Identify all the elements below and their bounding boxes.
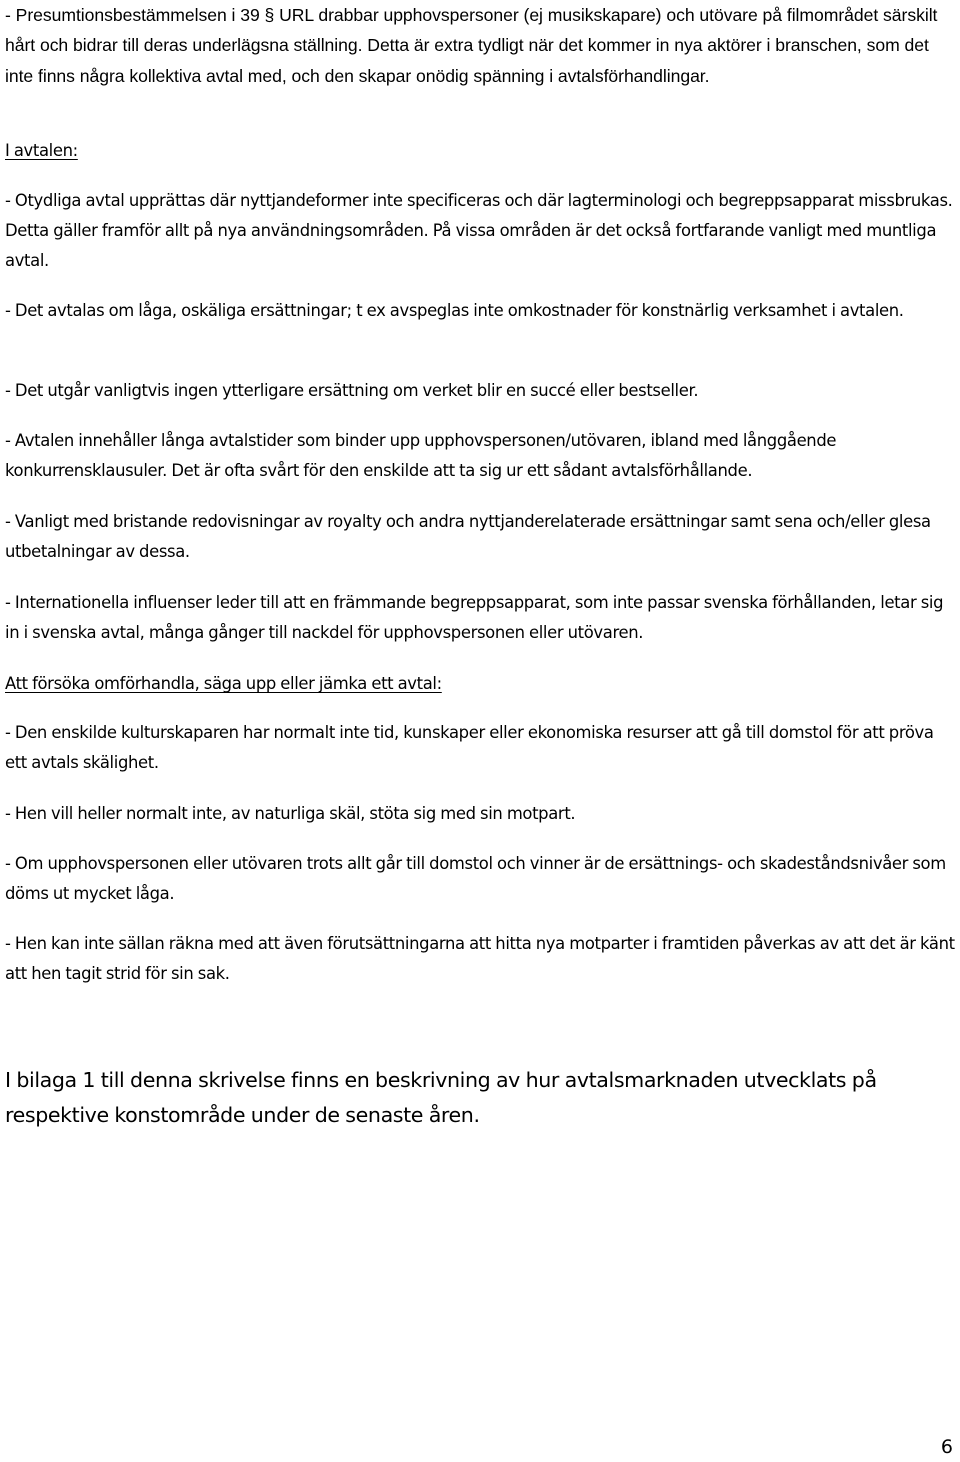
list-item: - Om upphovspersonen eller utövaren trots allt går till domstol och vinner är de ersättnings- och skadeståndsnivåer som döms ut mycket låga. — [5, 854, 946, 903]
list-item: - Avtalen innehåller långa avtalstider som binder upp upphovspersonen/utövaren, ibland med långgående konkurrensklausuler. Det är ofta svårt för den enskilde att ta sig ur ett sådant avtalsförhållande. — [5, 431, 837, 480]
list-item: - Internationella influenser leder till att en främmande begreppsapparat, som inte passar svenska förhållanden, letar sig in i svenska avtal, många gånger till nackdel för upphovspersonen eller utövaren. — [5, 593, 944, 642]
section-heading-contracts: I avtalen: — [5, 141, 78, 160]
page-number: 6 — [940, 1436, 953, 1458]
intro-paragraph: - Presumtionsbestämmelsen i 39 § URL drabbar upphovspersoner (ej musikskapare) och utövare på filmområdet särskilt hårt och bidrar till deras underlägsna ställning. Detta är extra tydligt när det kommer in nya aktörer i branschen, som det inte finns några kollektiva avtal med, och den skapar onödig spänning i avtalsförhandlingar. — [5, 5, 938, 86]
list-item: - Vanligt med bristande redovisningar av royalty och andra nyttjanderelaterade ersättningar samt sena och/eller glesa utbetalningar av dessa. — [5, 512, 931, 561]
list-item: - Hen vill heller normalt inte, av naturliga skäl, stöta sig med sin motpart. — [5, 804, 576, 823]
list-item: - Den enskilde kulturskaparen har normalt inte tid, kunskaper eller ekonomiska resurser att gå till domstol för att pröva ett avtals skälighet. — [5, 723, 934, 772]
list-item: - Hen kan inte sällan räkna med att även förutsättningarna att hitta nya motparter i framtiden påverkas av att det är känt att hen tagit strid för sin sak. — [5, 934, 955, 983]
list-item: - Otydliga avtal upprättas där nyttjandeformer inte specificeras och där lagterminologi och begreppsapparat missbrukas. Detta gäller framför allt på nya användningsområden. På vissa områden är det också fortfarande vanligt med muntliga avtal. — [5, 191, 953, 270]
list-item: - Det avtalas om låga, oskäliga ersättningar; t ex avspeglas inte omkostnader för konstnärlig verksamhet i avtalen. — [5, 301, 904, 320]
section-heading-renegotiate: Att försöka omförhandla, säga upp eller jämka ett avtal: — [5, 674, 442, 693]
closing-statement: I bilaga 1 till denna skrivelse finns en beskrivning av hur avtalsmarknaden utvecklats på respektive konstområde under de senaste åren. — [5, 1068, 877, 1127]
list-item: - Det utgår vanligtvis ingen ytterligare ersättning om verket blir en succé eller bestseller. — [5, 381, 699, 400]
